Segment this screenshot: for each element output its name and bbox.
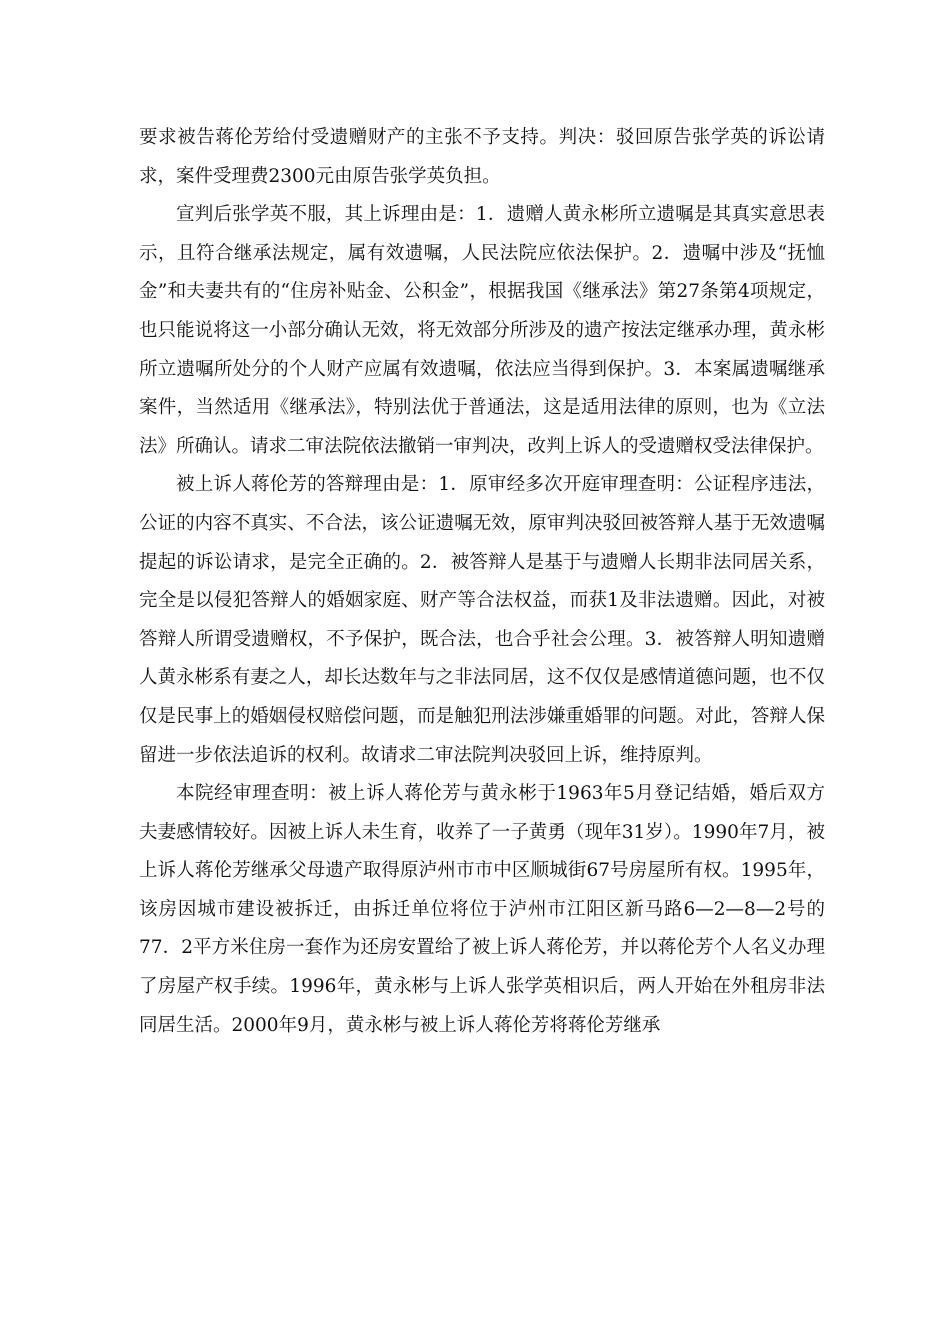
paragraph-defense-reasons: 被上诉人蒋伦芳的答辩理由是：1．原审经多次开庭审理查明：公证程序违法，公证的内容不真实、不合法，该公证遗嘱无效，原审判决驳回被答辩人基于无效遗嘱提起的诉讼请求，是完全正确的。2．被答辩人是基于与遗赠人长期非法同居关系，完全是以侵犯答辩人的婚姻家庭、财产等合法权益，而获1及非法遗赠。因此，对被答辩人所谓受遗赠权，不予保护，既合法，也合乎社会公理。3．被答辩人明知遗赠人黄永彬系有妻之人，却长达数年与之非法同居，这不仅仅是感情道德问题，也不仅仅是民事上的婚姻侵权赔偿问题，而是触犯刑法涉嫌重婚罪的问题。对此，答辩人保留进一步依法追诉的权利。故请求二审法院判决驳回上诉，维持原判。 xyxy=(139,474,825,766)
paragraph-court-findings: 本院经审理查明：被上诉人蒋伦芳与黄永彬于1963年5月登记结婚，婚后双方夫妻感情较好。因被上诉人未生育，收养了一子黄勇（现年31岁）。1990年7月，被上诉人蒋伦芳继承父母遗产取得原泸州市市中区顺城街67号房屋所有权。1995年，该房因城市建设被拆迁，由拆迁单位将位于泸州市江阳区新马路6—2—8—2号的77．2平方米住房一套作为还房安置给了被上诉人蒋伦芳，并以蒋伦芳个人名义办理了房屋产权手续。1996年，黄永彬与上诉人张学英相识后，两人开始在外租房非法同居生活。2000年9月，黄永彬与被上诉人蒋伦芳将蒋伦芳继承 xyxy=(139,783,825,1036)
paragraph-judgment: 要求被告蒋伦芳给付受遗赠财产的主张不予支持。判决：驳回原告张学英的诉讼请求，案件受理费2300元由原告张学英负担。 xyxy=(139,127,825,187)
document-body xyxy=(139,119,825,1045)
paragraph-appeal-reasons: 宣判后张学英不服，其上诉理由是：1．遗赠人黄永彬所立遗嘱是其真实意思表示，且符合继承法规定，属有效遗嘱，人民法院应依法保护。2．遗嘱中涉及“抚恤金”和夫妻共有的“住房补贴金、公积金”，根据我国《继承法》第27条第4项规定，也只能说将这一小部分确认无效，将无效部分所涉及的遗产按法定继承办理，黄永彬所立遗嘱所处分的个人财产应属有效遗嘱，依法应当得到保护。3．本案属遗嘱继承案件，当然适用《继承法》，特别法优于普通法，这是适用法律的原则，也为《立法法》所确认。请求二审法院依法撤销一审判决，改判上诉人的受遗赠权受法律保护。 xyxy=(139,204,825,457)
